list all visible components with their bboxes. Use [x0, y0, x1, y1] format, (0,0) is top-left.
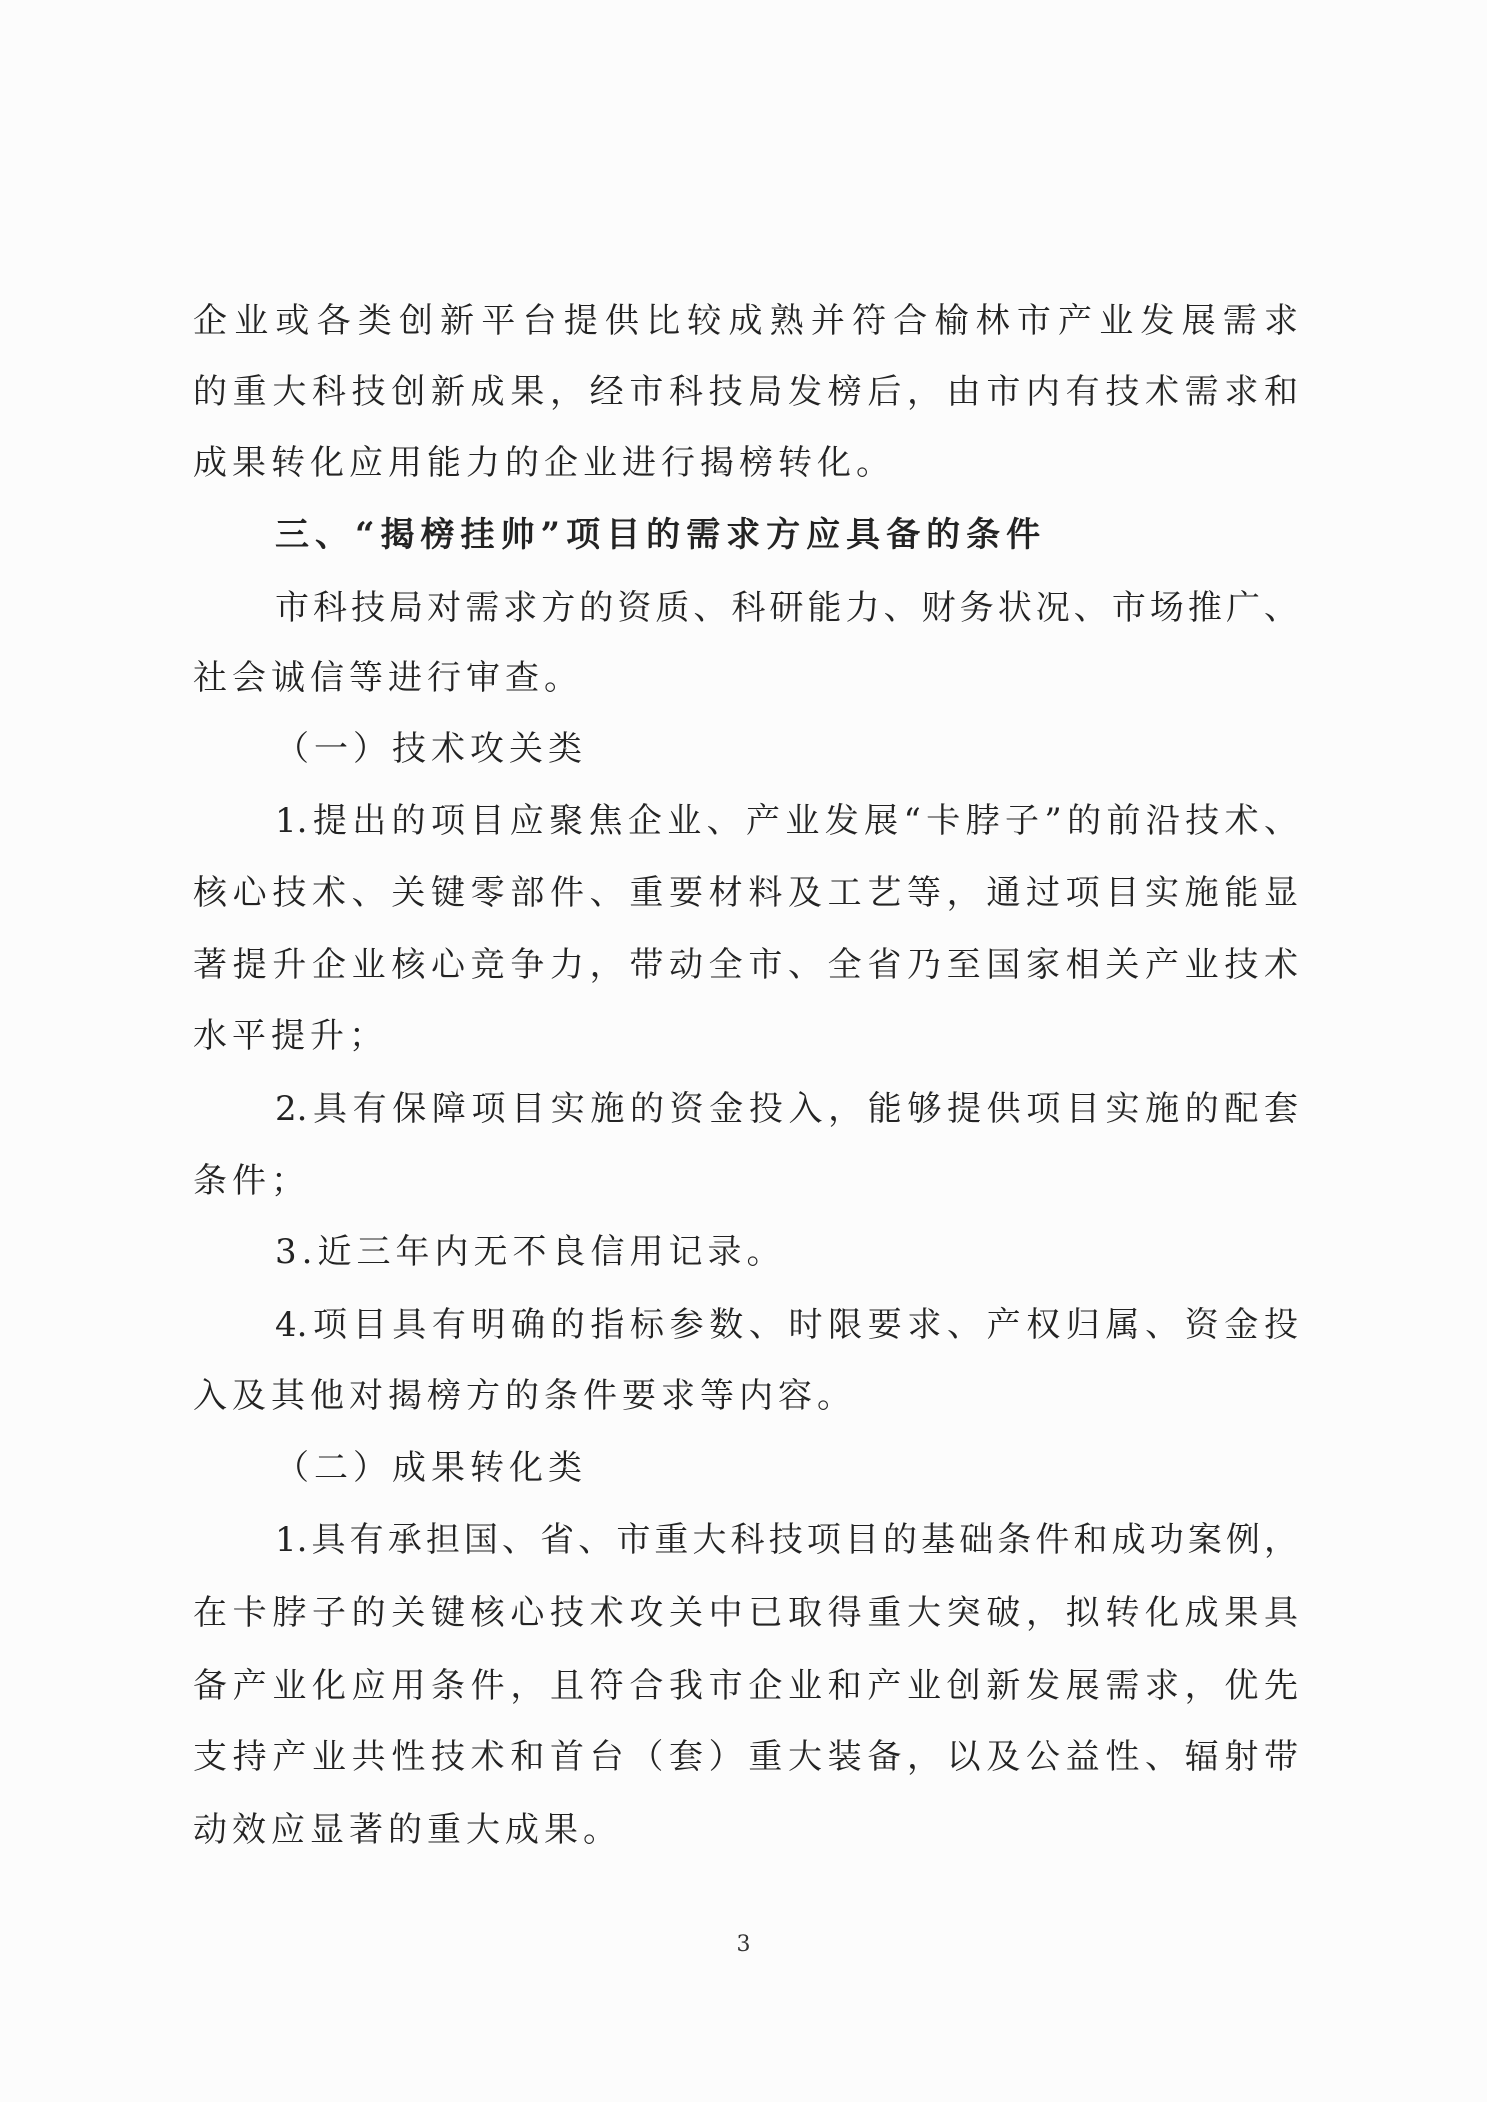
paragraph-line: 的重大科技创新成果，经市科技局发榜后，由市内有技术需求和: [193, 372, 1298, 412]
list-item-line: 支持产业共性技术和首台（套）重大装备，以及公益性、辐射带: [193, 1737, 1298, 1777]
list-item-line: 1.提出的项目应聚焦企业、产业发展“卡脖子”的前沿技术、: [275, 801, 1298, 841]
paragraph-line: 企业或各类创新平台提供比较成熟并符合榆林市产业发展需求: [193, 301, 1298, 341]
section-heading: 三、“揭榜挂帅”项目的需求方应具备的条件: [275, 515, 1047, 555]
list-item-line: 动效应显著的重大成果。: [193, 1810, 622, 1850]
list-item-line: 1.具有承担国、省、市重大科技项目的基础条件和成功案例，: [275, 1520, 1298, 1560]
list-item-line: 核心技术、关键零部件、重要材料及工艺等，通过项目实施能显: [193, 873, 1298, 913]
paragraph-line: 成果转化应用能力的企业进行揭榜转化。: [193, 443, 895, 483]
list-item-line: 在卡脖子的关键核心技术攻关中已取得重大突破，拟转化成果具: [193, 1593, 1298, 1633]
list-item-line: 入及其他对揭榜方的条件要求等内容。: [193, 1376, 856, 1416]
list-item-line: 3.近三年内无不良信用记录。: [275, 1232, 786, 1272]
list-item-line: 条件；: [193, 1161, 310, 1201]
list-item-line: 备产业化应用条件，且符合我市企业和产业创新发展需求，优先: [193, 1666, 1298, 1706]
list-item-line: 水平提升；: [193, 1016, 388, 1056]
paragraph-line: 社会诚信等进行审查。: [193, 658, 583, 698]
paragraph-line: 市科技局对需求方的资质、科研能力、财务状况、市场推广、: [275, 588, 1298, 628]
page-number: 3: [736, 1932, 751, 1957]
list-item-line: 著提升企业核心竞争力，带动全市、全省乃至国家相关产业技术: [193, 945, 1298, 985]
subsection-heading: （二）成果转化类: [275, 1448, 587, 1488]
list-item-line: 2.具有保障项目实施的资金投入，能够提供项目实施的配套: [275, 1089, 1298, 1129]
subsection-heading: （一）技术攻关类: [275, 729, 587, 769]
list-item-line: 4.项目具有明确的指标参数、时限要求、产权归属、资金投: [275, 1305, 1298, 1345]
